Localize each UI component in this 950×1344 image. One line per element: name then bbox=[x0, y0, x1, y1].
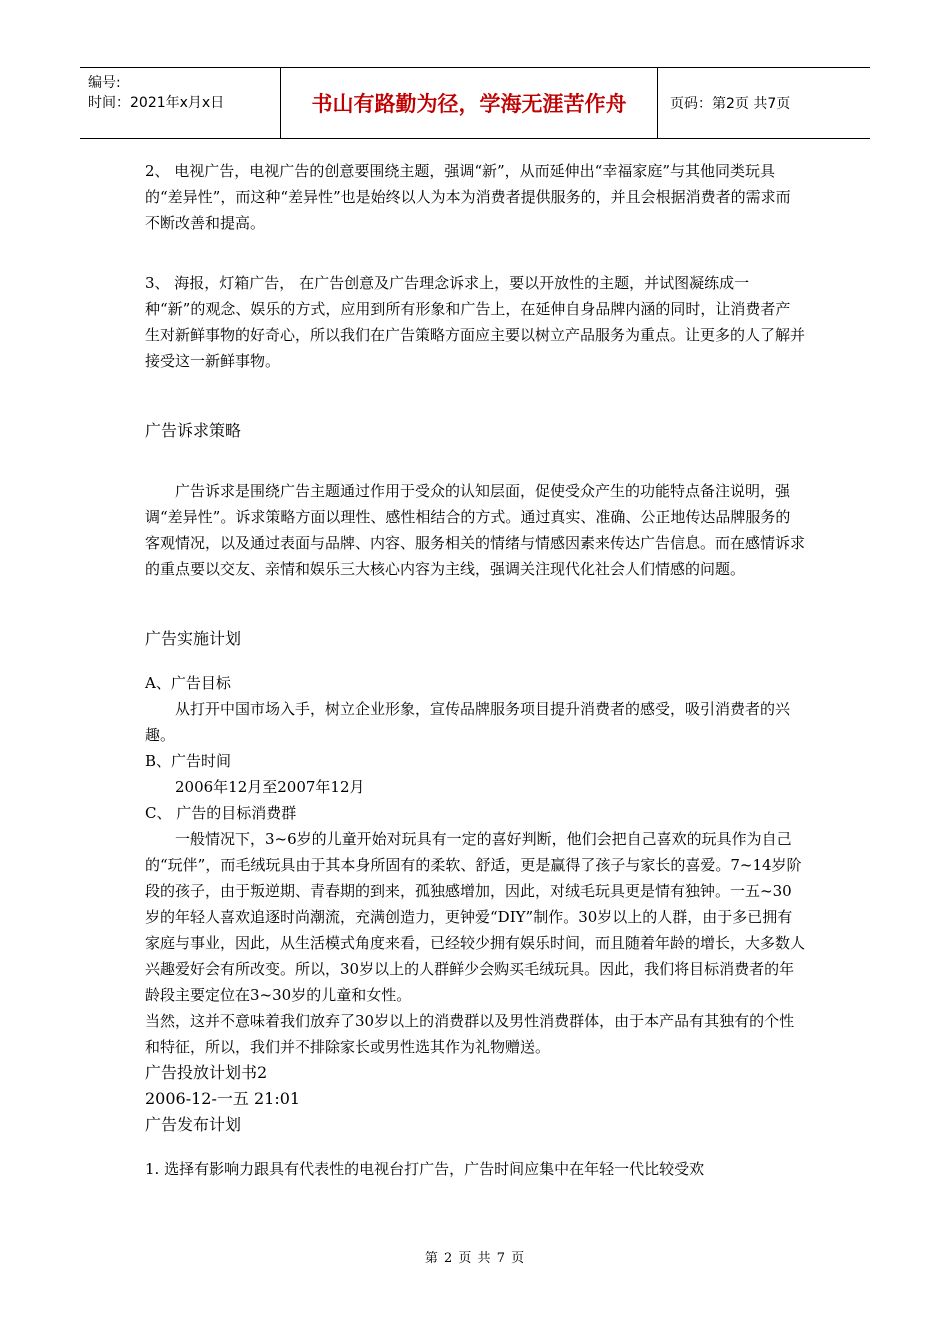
paragraph-poster-ad: 3、 海报，灯箱广告， 在广告创意及广告理念诉求上，要以开放性的主题，并试图凝练成一种“新”的观念、娱乐的方式，应用到所有形象和广告上，在延伸自身品牌内涵的同时，让消费者产生对新鲜事物的好奇心，所以我们在广告策略方面应主要以树立产品服务为重点。让更多的人了解并接受这一新鲜事物。 bbox=[145, 274, 806, 370]
subheading-ad-time: B、广告时间 bbox=[145, 752, 232, 770]
paragraph-release-item-1: 1. 选择有影响力跟具有代表性的电视台打广告，广告时间应集中在年轻一代比较受欢 bbox=[145, 1160, 705, 1178]
subtitle-release-plan: 广告发布计划 bbox=[145, 1115, 242, 1134]
paragraph-ad-goal: 从打开中国市场入手，树立企业形象，宣传品牌服务项目提升消费者的感受，吸引消费者的兴趣。 bbox=[145, 700, 791, 744]
page-footer: 第 2 页 共 7 页 bbox=[424, 1251, 526, 1266]
subheading-ad-goal: A、广告目标 bbox=[145, 674, 231, 692]
paragraph-tv-ad: 2、 电视广告，电视广告的创意要围绕主题，强调“新”，从而延伸出“幸福家庭”与其他同类玩具的“差异性”，而这种“差异性”也是始终以人为本为消费者提供服务的，并且会根据消费者的需求而不断改善和提高。 bbox=[145, 162, 791, 232]
section-heading-plan: 广告实施计划 bbox=[145, 629, 242, 648]
header-page-number: 页码：第2页 共7页 bbox=[670, 96, 791, 112]
paragraph-ad-time: 2006年12月至2007年12月 bbox=[175, 778, 365, 796]
document-body bbox=[145, 158, 805, 1182]
header-meta bbox=[80, 68, 280, 138]
paragraph-target-consumers: 一般情况下，3~6岁的儿童开始对玩具有一定的喜好判断，他们会把自己喜欢的玩具作为自己的“玩伴”，而毛绒玩具由于其本身所固有的柔软、舒适，更是赢得了孩子与家长的喜爱。7~14岁阶段的孩子，由于叛逆期、青春期的到来，孤独感增加，因此，对绒毛玩具更是情有独钟。一五~30岁的年轻人喜欢追逐时尚潮流，充满创造力，更钟爱“DIY”制作。30岁以上的人群，由于多已拥有家庭与事业，因此，从生活模式角度来看，已经较少拥有娱乐时间，而且随着年龄的增长，大多数人兴趣爱好会有所改变。所以，30岁以上的人群鲜少会购买毛绒玩具。因此，我们将目标消费者的年龄段主要定位在3~30岁的儿童和女性。 bbox=[145, 830, 806, 1004]
post-timestamp: 2006-12-一五 21:01 bbox=[145, 1089, 301, 1108]
section-heading-appeal: 广告诉求策略 bbox=[145, 421, 242, 440]
doc-time-label: 时间：2021年x月x日 bbox=[88, 95, 225, 111]
header-motto: 书山有路勤为径，学海无涯苦作舟 bbox=[311, 92, 627, 116]
subheading-target-consumers: C、 广告的目标消费群 bbox=[145, 804, 297, 822]
header-divider bbox=[657, 68, 658, 138]
page-header bbox=[80, 67, 870, 139]
subtitle-plan-book: 广告投放计划书2 bbox=[145, 1063, 268, 1082]
paragraph-target-note: 当然，这并不意味着我们放弃了30岁以上的消费群以及男性消费群体，由于本产品有其独有的个性和特征，所以，我们并不排除家长或男性选其作为礼物赠送。 bbox=[145, 1012, 795, 1056]
doc-number-label: 编号: bbox=[88, 75, 121, 91]
paragraph-appeal-strategy: 广告诉求是围绕广告主题通过作用于受众的认知层面，促使受众产生的功能特点备注说明，强调“差异性”。诉求策略方面以理性、感性相结合的方式。通过真实、准确、公正地传达品牌服务的客观情况，以及通过表面与品牌、内容、服务相关的情绪与情感因素来传达广告信息。而在感情诉求的重点要以交友、亲情和娱乐三大核心内容为主线，强调关注现代化社会人们情感的问题。 bbox=[145, 482, 806, 578]
